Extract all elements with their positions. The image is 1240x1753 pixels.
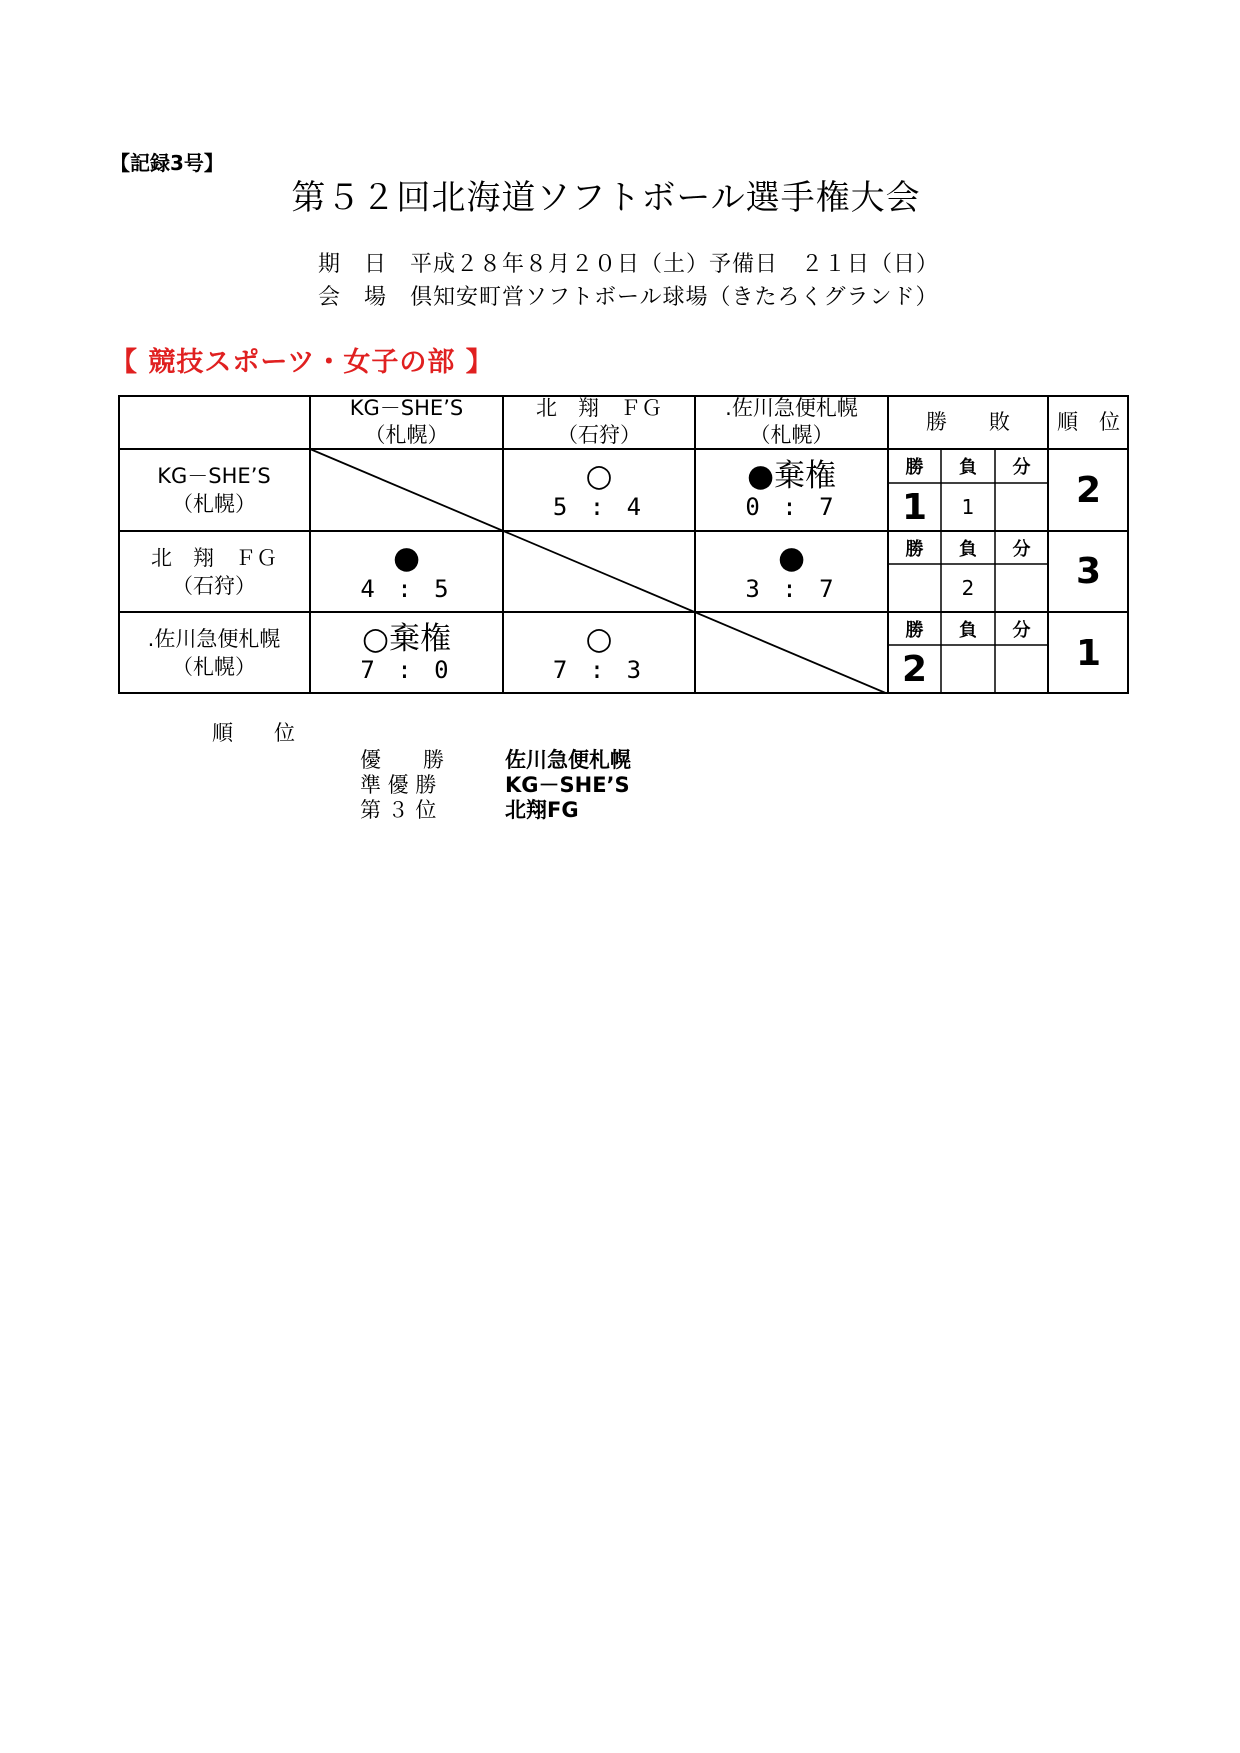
rank-value: 2	[1075, 469, 1102, 511]
rank-header: 順 位	[1057, 409, 1120, 434]
col-team-name: KG－SHE’S	[349, 396, 464, 420]
losses-count: 1	[961, 495, 975, 519]
result-mark: ●	[392, 539, 421, 576]
row-header-sagawa	[118, 612, 310, 694]
draws-count	[995, 645, 1048, 694]
loss-subheader: 負	[959, 538, 977, 560]
results-table	[118, 395, 1129, 694]
wins-count: 1	[901, 486, 928, 528]
row-team-name: .佐川急便札幌	[147, 627, 281, 651]
win-subheader: 勝	[905, 538, 924, 560]
result-score: 7 : 0	[360, 656, 453, 684]
result-cell	[503, 449, 695, 531]
win-loss-header: 勝 敗	[926, 409, 1010, 434]
standings-place: 優 勝	[360, 748, 444, 772]
result-mark: ●	[777, 539, 806, 576]
rank-value: 3	[1075, 551, 1102, 592]
losses-count	[941, 645, 995, 694]
row-team-region: （石狩）	[172, 573, 256, 598]
result-mark: ○	[585, 621, 613, 657]
standings-team: 北翔FG	[505, 798, 579, 822]
page-title: 第５２回北海道ソフトボール選手権大会	[291, 178, 921, 218]
row-team-name: KG－SHE’S	[157, 464, 271, 488]
standings-place: 準 優 勝	[360, 773, 437, 797]
win-subheader: 勝	[905, 457, 924, 478]
result-score: 3 : 7	[745, 574, 838, 603]
col-team-region: （石狩）	[557, 423, 641, 447]
standings-team: KG－SHE’S	[505, 773, 630, 797]
result-cell	[695, 449, 888, 531]
row-header-hokusho-fg	[118, 531, 310, 612]
record-number: 【記録3号】	[110, 151, 224, 175]
result-score: 4 : 5	[360, 574, 453, 603]
venue-label: 会 場	[318, 285, 388, 310]
row-team-name: 北 翔 ＦＧ	[151, 545, 277, 570]
draw-subheader: 分	[1012, 538, 1031, 560]
result-cell	[310, 612, 503, 694]
wins-count	[888, 564, 941, 612]
result-cell	[503, 612, 695, 694]
row-team-region: （札幌）	[172, 655, 256, 679]
col-header-hokusho-fg	[503, 395, 695, 449]
rank-value: 1	[1075, 632, 1102, 674]
col-team-region: （札幌）	[749, 423, 834, 447]
col-header-kg-shes	[310, 395, 503, 449]
loss-subheader: 負	[959, 619, 977, 641]
date-row	[318, 247, 939, 278]
draws-count	[995, 564, 1048, 612]
result-cell	[310, 531, 503, 612]
date-value: 平成２８年８月２０日（土）予備日 ２１日（日）	[410, 252, 940, 277]
result-mark: ○	[585, 458, 613, 494]
draw-subheader: 分	[1012, 619, 1031, 641]
standings-heading: 順 位	[212, 721, 305, 745]
venue-row	[318, 280, 939, 311]
standings-team: 佐川急便札幌	[505, 748, 631, 772]
col-team-name: .佐川急便札幌	[725, 396, 858, 420]
result-score: 7 : 3	[552, 656, 646, 684]
result-mark: ○棄権	[361, 621, 452, 657]
row-header-kg-shes	[118, 449, 310, 531]
col-header-sagawa	[695, 395, 888, 449]
venue-value: 倶知安町営ソフトボール球場（きたろくグランド）	[410, 285, 939, 310]
result-score: 0 : 7	[745, 493, 838, 521]
result-cell	[695, 531, 888, 612]
loss-subheader: 負	[959, 457, 977, 478]
draw-subheader: 分	[1012, 457, 1031, 478]
date-label: 期 日	[318, 252, 388, 277]
losses-count: 2	[961, 576, 975, 600]
row-team-region: （札幌）	[172, 492, 256, 516]
win-subheader: 勝	[905, 619, 924, 641]
col-team-name: 北 翔 ＦＧ	[536, 396, 662, 420]
wins-count: 2	[901, 649, 928, 690]
standings-place: 第 ３ 位	[360, 798, 437, 822]
col-team-region: （札幌）	[364, 423, 449, 447]
draws-count	[995, 483, 1048, 531]
result-mark: ●棄権	[746, 458, 837, 494]
result-score: 5 : 4	[552, 493, 646, 521]
section-title: 【 競技スポーツ・女子の部 】	[110, 347, 494, 378]
